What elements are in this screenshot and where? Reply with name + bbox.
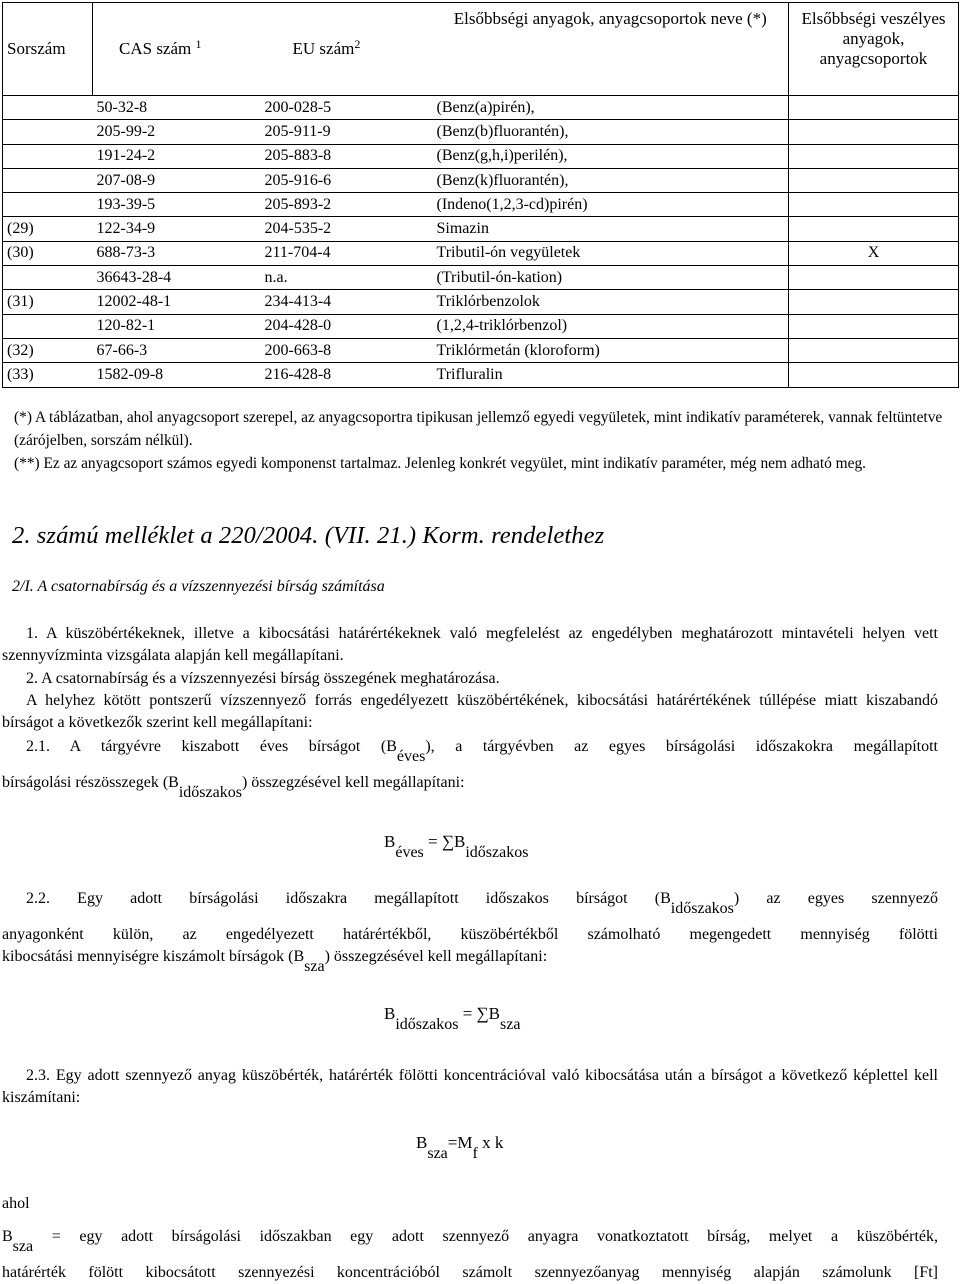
cell-cas: 67-66-3 bbox=[93, 338, 261, 362]
cell-priority-mark bbox=[789, 314, 959, 338]
header-priority: Elsőbbségi veszélyes anyagok, anyagcsoportok bbox=[789, 3, 959, 96]
substances-table-container bbox=[2, 2, 958, 382]
cell-sorszam bbox=[3, 168, 93, 192]
header-name: Elsőbbségi anyagok, anyagcsoportok neve (*) bbox=[433, 3, 789, 96]
cell-sorszam: (29) bbox=[3, 217, 93, 241]
cell-priority-mark bbox=[789, 96, 959, 120]
cell-eu: 205-893-2 bbox=[261, 193, 433, 217]
cell-name: Trifluralin bbox=[433, 363, 789, 387]
table-row bbox=[3, 168, 959, 192]
cell-priority-mark: X bbox=[789, 241, 959, 265]
cell-eu: 216-428-8 bbox=[261, 363, 433, 387]
cell-eu: 211-704-4 bbox=[261, 241, 433, 265]
cell-cas: 688-73-3 bbox=[93, 241, 261, 265]
cell-name: Triklórbenzolok bbox=[433, 290, 789, 314]
formula-annual-fine: Béves = ∑Bidőszakos bbox=[384, 832, 529, 861]
cell-cas: 1582-09-8 bbox=[93, 363, 261, 387]
cell-cas: 50-32-8 bbox=[93, 96, 261, 120]
cell-name: (1,2,4-triklórbenzol) bbox=[433, 314, 789, 338]
cell-sorszam: (33) bbox=[3, 363, 93, 387]
cell-sorszam: (30) bbox=[3, 241, 93, 265]
table-row bbox=[3, 314, 959, 338]
paragraph-2-1: 2.1. A tárgyévre kiszabott éves bírságot (Béves), a tárgyévben az egyes bírságolási időszakokra megállapított bbox=[26, 738, 938, 765]
cell-sorszam: (31) bbox=[3, 290, 93, 314]
cell-sorszam bbox=[3, 193, 93, 217]
cell-name: (Benz(b)fluorantén), bbox=[433, 120, 789, 144]
table-row bbox=[3, 266, 959, 290]
definition-b-sza: Bsza = egy adott bírságolási időszakban egy adott szennyező anyagra vonatkoztatott bírság, melyet a küszöbérték, bbox=[2, 1228, 938, 1255]
cell-cas: 122-34-9 bbox=[93, 217, 261, 241]
cell-sorszam bbox=[3, 120, 93, 144]
cell-priority-mark bbox=[789, 266, 959, 290]
cell-name: Simazin bbox=[433, 217, 789, 241]
cell-name: (Indeno(1,2,3-cd)pirén) bbox=[433, 193, 789, 217]
note-double-asterisk: (**) Ez az anyagcsoport számos egyedi komponenst tartalmaz. Jelenleg konkrét vegyület, mint indikatív paraméter, még nem adható meg. bbox=[14, 455, 867, 472]
paragraph-2-2-line2: anyagonként külön, az engedélyezett határértékből, küszöbértékből számolható megengedett mennyiség fölötti bbox=[2, 926, 938, 943]
formula-substance-fine: Bsza=Mf x k bbox=[416, 1133, 504, 1162]
cell-eu: 204-535-2 bbox=[261, 217, 433, 241]
paragraph-1: 1. A küszöbértékeknek, illetve a kibocsátási határértékeknek való megfelelést az engedélyben meghatározott mintavételi helyen vett szennyvízminta vizsgálata alapján kell megállapítani. bbox=[2, 625, 938, 664]
table-row bbox=[3, 217, 959, 241]
cell-priority-mark bbox=[789, 338, 959, 362]
table-row bbox=[3, 338, 959, 362]
table-row bbox=[3, 96, 959, 120]
cell-eu: 205-911-9 bbox=[261, 120, 433, 144]
cell-priority-mark bbox=[789, 144, 959, 168]
note-asterisk: (*) A táblázatban, ahol anyagcsoport szerepel, az anyagcsoportra tipikusan jellemző egyedi vegyületek, mint indikatív paraméterek, vannak feltüntetve (zárójelben, sorszám nélkül). bbox=[14, 409, 943, 449]
cell-cas: 36643-28-4 bbox=[93, 266, 261, 290]
cell-priority-mark bbox=[789, 168, 959, 192]
table-row bbox=[3, 193, 959, 217]
priority-substances-table bbox=[2, 2, 959, 388]
definition-b-sza-cont: határérték fölött kibocsátott szennyezési koncentrációból számolt szennyezőanyag mennyiség alapján számolunk [Ft] bbox=[2, 1264, 938, 1281]
cell-eu: n.a. bbox=[261, 266, 433, 290]
cell-sorszam bbox=[3, 266, 93, 290]
table-row bbox=[3, 241, 959, 265]
paragraph-3: A helyhez kötött pontszerű vízszennyező forrás engedélyezett küszöbértékének, kibocsátási határértékének túllépése miatt kiszabandó bírságot a következők szerint kell megállapítani: bbox=[2, 692, 938, 731]
cell-eu: 204-428-0 bbox=[261, 314, 433, 338]
cell-name: (Tributil-ón-kation) bbox=[433, 266, 789, 290]
cell-priority-mark bbox=[789, 217, 959, 241]
cell-sorszam bbox=[3, 144, 93, 168]
header-eu: EU szám$^2$ bbox=[261, 3, 433, 96]
paragraph-2-1-cont: bírságolási részösszegek (Bidőszakos) összegzésével kell megállapítani: bbox=[2, 774, 465, 801]
formula-period-fine: Bidőszakos = ∑Bsza bbox=[384, 1004, 521, 1033]
table-header-row bbox=[3, 3, 959, 96]
cell-priority-mark bbox=[789, 193, 959, 217]
table-row bbox=[3, 144, 959, 168]
cell-sorszam bbox=[3, 314, 93, 338]
cell-eu: 205-916-6 bbox=[261, 168, 433, 192]
header-cas: CAS szám $^1$ bbox=[93, 3, 261, 96]
paragraph-2-3: 2.3. Egy adott szennyező anyag küszöbérték, határérték fölötti koncentrációval való kibocsátása után a bírságot a következő képlettel kell kiszámítani: bbox=[2, 1067, 938, 1106]
annex-title: 2. számú melléklet a 220/2004. (VII. 21.) Korm. rendelethez bbox=[12, 522, 605, 549]
cell-cas: 12002-48-1 bbox=[93, 290, 261, 314]
cell-priority-mark bbox=[789, 290, 959, 314]
cell-priority-mark bbox=[789, 120, 959, 144]
table-row bbox=[3, 290, 959, 314]
cell-eu: 200-028-5 bbox=[261, 96, 433, 120]
cell-name: Tributil-ón vegyületek bbox=[433, 241, 789, 265]
cell-sorszam bbox=[3, 96, 93, 120]
section-title: 2/I. A csatornabírság és a vízszennyezési bírság számítása bbox=[12, 578, 385, 595]
cell-eu: 234-413-4 bbox=[261, 290, 433, 314]
table-body bbox=[3, 96, 959, 388]
cell-cas: 207-08-9 bbox=[93, 168, 261, 192]
paragraph-2-2: 2.2. Egy adott bírságolási időszakra megállapított időszakos bírságot (Bidőszakos) az egyes szennyező bbox=[26, 890, 938, 917]
cell-priority-mark bbox=[789, 363, 959, 387]
ahol-label: ahol bbox=[2, 1195, 30, 1212]
cell-name: (Benz(g,h,i)perilén), bbox=[433, 144, 789, 168]
paragraph-2: 2. A csatornabírság és a vízszennyezési bírság összegének meghatározása. bbox=[26, 670, 500, 687]
cell-name: (Benz(k)fluorantén), bbox=[433, 168, 789, 192]
header-sorszam: Sorszám bbox=[3, 3, 93, 96]
cell-cas: 205-99-2 bbox=[93, 120, 261, 144]
cell-sorszam: (32) bbox=[3, 338, 93, 362]
paragraph-2-2-line3: kibocsátási mennyiségre kiszámolt bírságok (Bsza) összegzésével kell megállapítani: bbox=[2, 948, 548, 975]
table-notes bbox=[14, 406, 944, 475]
table-row bbox=[3, 120, 959, 144]
cell-cas: 120-82-1 bbox=[93, 314, 261, 338]
cell-name: (Benz(a)pirén), bbox=[433, 96, 789, 120]
cell-name: Triklórmetán (kloroform) bbox=[433, 338, 789, 362]
cell-cas: 191-24-2 bbox=[93, 144, 261, 168]
cell-cas: 193-39-5 bbox=[93, 193, 261, 217]
table-row bbox=[3, 363, 959, 387]
cell-eu: 200-663-8 bbox=[261, 338, 433, 362]
cell-eu: 205-883-8 bbox=[261, 144, 433, 168]
